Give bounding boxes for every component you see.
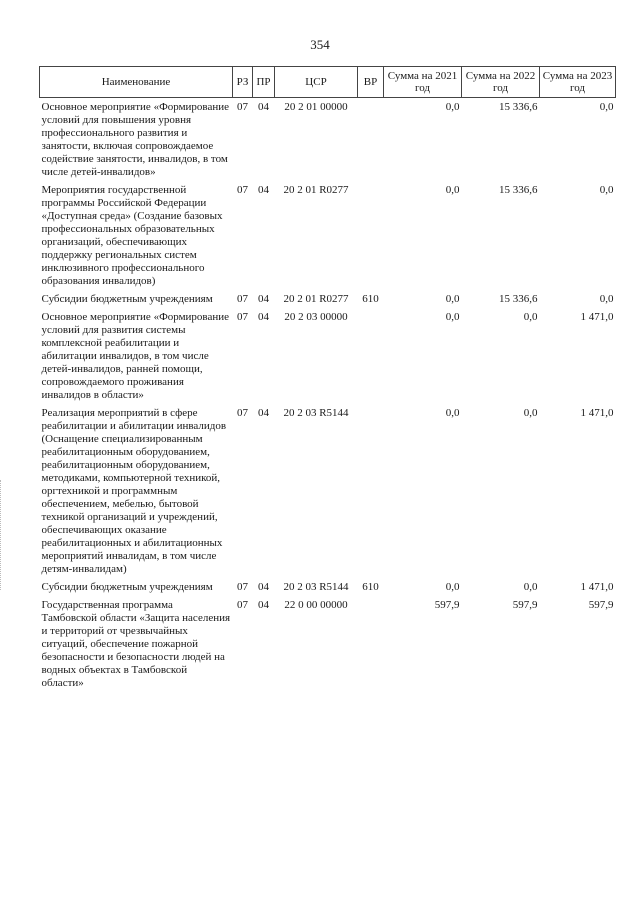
- header-pr: ПР: [253, 67, 275, 98]
- header-csr: ЦСР: [275, 67, 358, 98]
- row-csr: 20 2 01 R0277: [283, 293, 349, 305]
- table-row: [40, 311, 616, 407]
- row-rz: 07: [237, 101, 248, 113]
- row-pr: 04: [258, 101, 269, 113]
- row-csr: 20 2 03 00000: [284, 311, 348, 323]
- table-row: [40, 407, 616, 581]
- row-vr: [358, 98, 384, 185]
- row-rz: 07: [237, 184, 248, 196]
- row-sum-2021: 0,0: [445, 101, 460, 113]
- page-number: 354: [310, 37, 330, 52]
- row-sum-2022: 0,0: [523, 311, 538, 323]
- row-vr: 610: [362, 581, 379, 593]
- row-sum-2023: 597,9: [588, 599, 614, 611]
- row-sum-2022: 15 336,6: [499, 101, 538, 113]
- row-sum-2022: 15 336,6: [499, 293, 538, 305]
- row-vr: [358, 599, 384, 695]
- row-sum-2021: 0,0: [445, 581, 460, 593]
- row-pr: 04: [258, 184, 269, 196]
- row-sum-2021: 597,9: [434, 599, 460, 611]
- row-sum-2023: 1 471,0: [580, 311, 614, 323]
- table-row: [40, 599, 616, 695]
- row-sum-2023: 0,0: [599, 184, 614, 196]
- row-sum-2022: 597,9: [512, 599, 538, 611]
- budget-table: [39, 66, 616, 695]
- header-vr: ВР: [358, 67, 384, 98]
- header-sum-2021: Сумма на 2021 год: [384, 67, 462, 98]
- row-sum-2023: 1 471,0: [580, 581, 614, 593]
- row-csr: 20 2 03 R5144: [283, 407, 349, 419]
- row-sum-2023: 0,0: [599, 101, 614, 113]
- row-csr: 22 0 00 00000: [284, 599, 348, 611]
- header-rz: РЗ: [233, 67, 253, 98]
- row-pr: 04: [258, 599, 269, 611]
- row-sum-2021: 0,0: [445, 407, 460, 419]
- row-vr: [358, 311, 384, 407]
- table-row: [40, 184, 616, 293]
- row-name: Реализация мероприятий в сфере реабилитации и абилитации инвалидов (Оснащение специализированным реабилитационным оборудованием, реабилитационным оборудованием, методиками, компьютерной техникой, оргтехникой и программным обеспечением, мебелью, бытовой техникой организаций и учреждений, обеспечивающих оказание реабилитационных и абилитационных мероприятий инвалидам, в том числе детям-инвалидам): [41, 407, 227, 575]
- row-pr: 04: [258, 407, 269, 419]
- row-pr: 04: [258, 581, 269, 593]
- row-name: Субсидии бюджетным учреждениям: [41, 293, 213, 305]
- row-pr: 04: [258, 293, 269, 305]
- row-name: Основное мероприятие «Формирование условий для развития системы комплексной реабилитации и абилитации инвалидов, в том числе детей-инвалидов, ранней помощи, сопровождаемого проживания инвалидов в области»: [41, 311, 230, 401]
- row-name: Государственная программа Тамбовской области «Защита населения и территорий от чрезвычайных ситуаций, обеспечение пожарной безопасности и безопасности людей на водных объектах в Тамбовской области»: [41, 599, 231, 689]
- row-vr: [358, 184, 384, 293]
- table-row: [40, 293, 616, 311]
- row-name: Мероприятия государственной программы Российской Федерации «Доступная среда» (Создание базовых профессиональных образовательных организаций, обеспечивающих поддержку региональных систем инклюзивного профессионального образования инвалидов): [41, 184, 223, 287]
- row-rz: 07: [237, 581, 248, 593]
- row-sum-2023: 0,0: [599, 293, 614, 305]
- row-rz: 07: [237, 293, 248, 305]
- row-csr: 20 2 03 R5144: [283, 581, 349, 593]
- row-sum-2022: 0,0: [523, 407, 538, 419]
- row-rz: 07: [237, 311, 248, 323]
- row-sum-2021: 0,0: [445, 184, 460, 196]
- row-vr: 610: [362, 293, 379, 305]
- scan-margin-mark: [0, 480, 3, 590]
- row-sum-2021: 0,0: [445, 293, 460, 305]
- row-rz: 07: [237, 407, 248, 419]
- table-row: [40, 98, 616, 185]
- header-sum-2022: Сумма на 2022 год: [462, 67, 540, 98]
- row-csr: 20 2 01 R0277: [283, 184, 349, 196]
- row-sum-2022: 15 336,6: [499, 184, 538, 196]
- header-sum-2023: Сумма на 2023 год: [540, 67, 616, 98]
- table-row: [40, 581, 616, 599]
- header-name: Наименование: [40, 67, 233, 98]
- row-vr: [358, 407, 384, 581]
- table-header-row: [40, 67, 616, 98]
- row-pr: 04: [258, 311, 269, 323]
- row-sum-2021: 0,0: [445, 311, 460, 323]
- row-sum-2023: 1 471,0: [580, 407, 614, 419]
- row-sum-2022: 0,0: [523, 581, 538, 593]
- row-name: Субсидии бюджетным учреждениям: [41, 581, 213, 593]
- row-csr: 20 2 01 00000: [284, 101, 348, 113]
- row-name: Основное мероприятие «Формирование условий для повышения уровня профессионального развития и занятости, включая сопровождаемое содействие занятости, инвалидов, в том числе детей-инвалидов»: [41, 101, 230, 178]
- row-rz: 07: [237, 599, 248, 611]
